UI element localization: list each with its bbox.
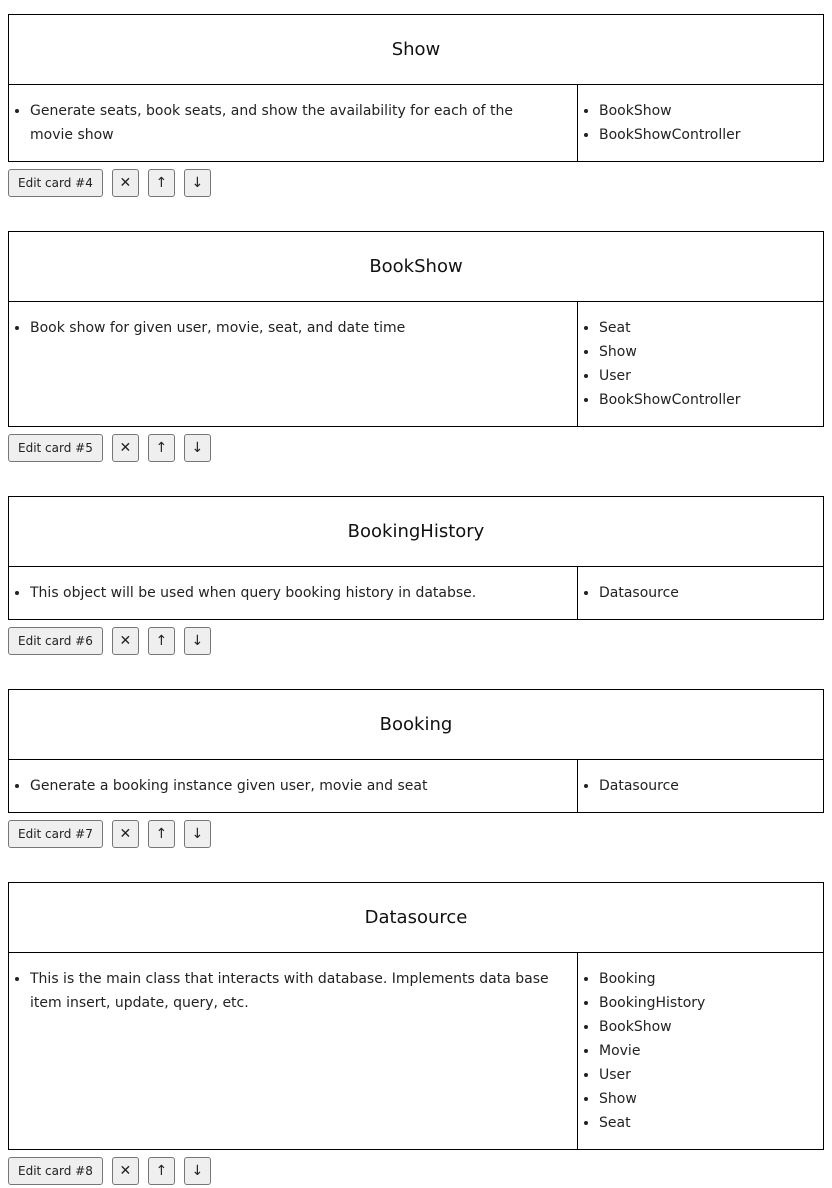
collaborators-column: [578, 953, 823, 1149]
card-title: BookShow: [9, 232, 823, 302]
responsibilities-list: [9, 774, 577, 798]
card-body: [9, 953, 823, 1149]
crc-card-wrapper: [8, 14, 824, 197]
collaborator-item: • BookShow: [599, 1015, 823, 1039]
responsibilities-column: [9, 302, 578, 426]
collaborator-item: • Datasource: [599, 774, 823, 798]
collaborator-item: • Movie: [599, 1039, 823, 1063]
responsibility-item: • This object will be used when query booking history in databse.: [30, 581, 577, 605]
responsibilities-column: [9, 953, 578, 1149]
card-actions: [8, 168, 824, 197]
collaborator-item: • BookShowController: [599, 388, 823, 412]
collaborator-item: • BookShow: [599, 99, 823, 123]
collaborators-list: [578, 316, 823, 412]
move-down-button[interactable]: ↓: [184, 627, 211, 655]
move-up-button[interactable]: ↑: [148, 820, 175, 848]
crc-card-wrapper: [8, 496, 824, 655]
responsibilities-list: [9, 99, 577, 147]
responsibilities-list: [9, 316, 577, 340]
move-up-button[interactable]: ↑: [148, 1157, 175, 1185]
responsibility-item: • This is the main class that interacts with database. Implements data base item insert, update, query, etc.: [30, 967, 577, 1015]
responsibility-item: • Generate a booking instance given user, movie and seat: [30, 774, 577, 798]
collaborator-item: • Show: [599, 1087, 823, 1111]
collaborator-item: • User: [599, 364, 823, 388]
delete-card-button[interactable]: ✕: [112, 1157, 139, 1185]
responsibility-item: • Generate seats, book seats, and show the availability for each of the movie show: [30, 99, 577, 147]
card-actions: [8, 819, 824, 848]
card-body: [9, 85, 823, 161]
collaborators-column: [578, 567, 823, 619]
delete-card-button[interactable]: ✕: [112, 434, 139, 462]
card-title: Booking: [9, 690, 823, 760]
move-up-button[interactable]: ↑: [148, 169, 175, 197]
collaborators-list: [578, 967, 823, 1135]
move-down-button[interactable]: ↓: [184, 1157, 211, 1185]
edit-card-button[interactable]: Edit card #5: [8, 434, 103, 462]
move-down-button[interactable]: ↓: [184, 169, 211, 197]
card-body: [9, 302, 823, 426]
collaborators-list: [578, 774, 823, 798]
card-actions: [8, 626, 824, 655]
collaborators-list: [578, 581, 823, 605]
crc-card-wrapper: [8, 689, 824, 848]
collaborators-column: [578, 302, 823, 426]
responsibility-item: • Book show for given user, movie, seat, and date time: [30, 316, 577, 340]
card-title: Show: [9, 15, 823, 85]
responsibilities-column: [9, 85, 578, 161]
card-actions: [8, 433, 824, 462]
crc-card-wrapper: [8, 231, 824, 462]
move-up-button[interactable]: ↑: [148, 627, 175, 655]
collaborator-item: • Booking: [599, 967, 823, 991]
edit-card-button[interactable]: Edit card #8: [8, 1157, 103, 1185]
crc-card-wrapper: [8, 882, 824, 1185]
collaborator-item: • BookingHistory: [599, 991, 823, 1015]
move-down-button[interactable]: ↓: [184, 820, 211, 848]
crc-card: [8, 14, 824, 162]
crc-card: [8, 882, 824, 1150]
edit-card-button[interactable]: Edit card #4: [8, 169, 103, 197]
edit-card-button[interactable]: Edit card #7: [8, 820, 103, 848]
responsibilities-list: [9, 581, 577, 605]
collaborator-item: • User: [599, 1063, 823, 1087]
collaborator-item: • Show: [599, 340, 823, 364]
collaborators-column: [578, 85, 823, 161]
move-down-button[interactable]: ↓: [184, 434, 211, 462]
card-body: [9, 567, 823, 619]
delete-card-button[interactable]: ✕: [112, 627, 139, 655]
card-actions: [8, 1156, 824, 1185]
collaborator-item: • BookShowController: [599, 123, 823, 147]
card-body: [9, 760, 823, 812]
collaborators-column: [578, 760, 823, 812]
delete-card-button[interactable]: ✕: [112, 169, 139, 197]
crc-card: [8, 496, 824, 620]
collaborator-item: • Seat: [599, 316, 823, 340]
edit-card-button[interactable]: Edit card #6: [8, 627, 103, 655]
responsibilities-list: [9, 967, 577, 1015]
crc-card: [8, 689, 824, 813]
collaborator-item: • Datasource: [599, 581, 823, 605]
move-up-button[interactable]: ↑: [148, 434, 175, 462]
collaborator-item: • Seat: [599, 1111, 823, 1135]
delete-card-button[interactable]: ✕: [112, 820, 139, 848]
card-list: [8, 14, 824, 1185]
card-title: BookingHistory: [9, 497, 823, 567]
collaborators-list: [578, 99, 823, 147]
card-title: Datasource: [9, 883, 823, 953]
crc-card: [8, 231, 824, 427]
responsibilities-column: [9, 760, 578, 812]
responsibilities-column: [9, 567, 578, 619]
